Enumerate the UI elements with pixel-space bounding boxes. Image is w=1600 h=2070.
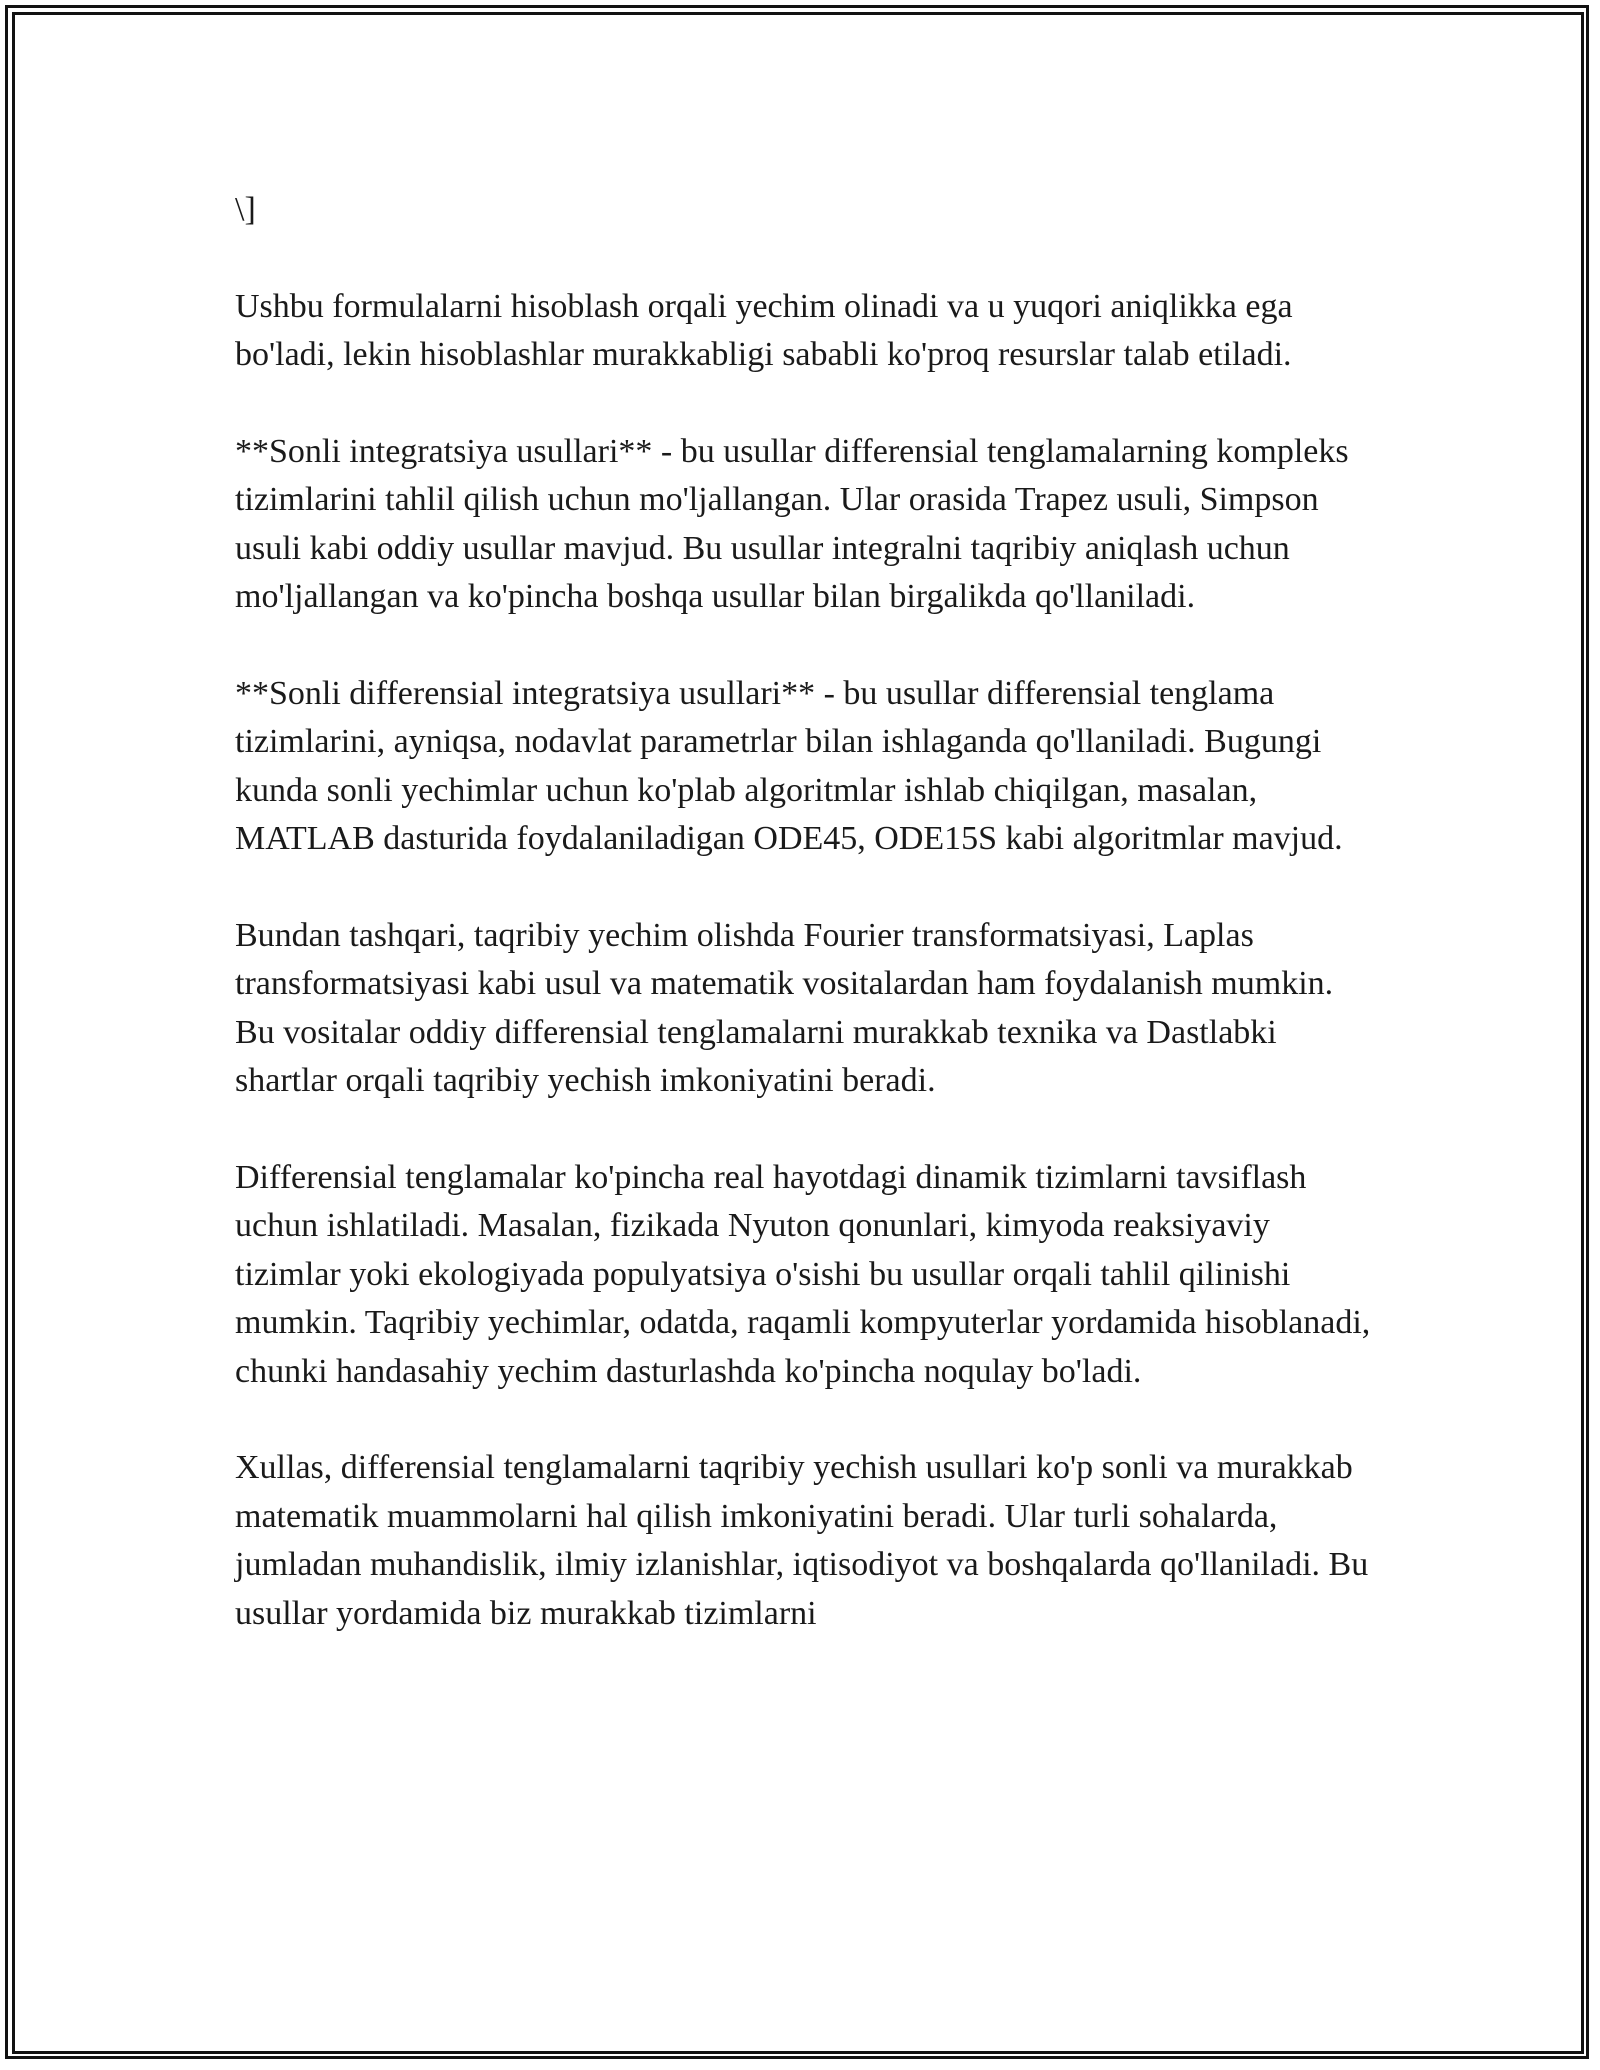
paragraph-conclusion: Xullas, differensial tenglamalarni taqribiy yechish usullari ko'p sonli va murakkab matematik muammolarni hal qilish imkoniyatini beradi. Ular turli sohalarda, jumladan muhandislik, ilmiy izlanishlar, iqtisodiyot va boshqalarda qo'llaniladi. Bu usullar yordamida biz murakkab tizimlarni — [235, 1449, 1369, 1632]
paragraph-transforms: Bundan tashqari, taqribiy yechim olishda Fourier transformatsiyasi, Laplas transformatsiyasi kabi usul va matematik vositalardan ham foydalanish mumkin. Bu vositalar oddiy differensial tenglamalarni murakkab texnika va Dastlabki shartlar orqali taqribiy yechish imkoniyatini beradi. — [235, 917, 1334, 1100]
document-body — [235, 186, 1380, 1638]
paragraph-applications: Differensial tenglamalar ko'pincha real hayotdagi dinamik tizimlarni tavsiflash uchun ishlatiladi. Masalan, fizikada Nyuton qonunlari, kimyoda reaksiyaviy tizimlar yoki ekologiyada populyatsiya o'sishi bu usullar orqali tahlil qilinishi mumkin. Taqribiy yechimlar, odatda, raqamli kompyuterlar yordamida hisoblanadi, chunki handasahiy yechim dasturlashda ko'pincha noqulay bo'ladi. — [235, 1159, 1371, 1390]
paragraph-numerical-differential-integration: **Sonli differensial integratsiya usullari** - bu usullar differensial tenglama tizimlarini, ayniqsa, nodavlat parametrlar bilan ishlaganda qo'llaniladi. Bugungi kunda sonli yechimlar uchun ko'plab algoritmlar ishlab chiqilgan, masalan, MATLAB dasturida foydalaniladigan ODE45, ODE15S kabi algoritmlar mavjud. — [235, 675, 1343, 858]
paragraph-formula-accuracy: Ushbu formulalarni hisoblash orqali yechim olinadi va u yuqori aniqlikka ega bo'ladi, lekin hisoblashlar murakkabligi sababli ko'proq resurslar talab etiladi. — [235, 287, 1293, 374]
formula-closing-bracket: \] — [235, 191, 256, 228]
paragraph-numerical-integration: **Sonli integratsiya usullari** - bu usullar differensial tenglamalarning kompleks tizimlarini tahlil qilish uchun mo'ljallangan. Ular orasida Trapez usuli, Simpson usuli kabi oddiy usullar mavjud. Bu usullar integralni taqribiy aniqlash uchun mo'ljallangan va ko'pincha boshqa usullar bilan birgalikda qo'llaniladi. — [235, 433, 1349, 616]
